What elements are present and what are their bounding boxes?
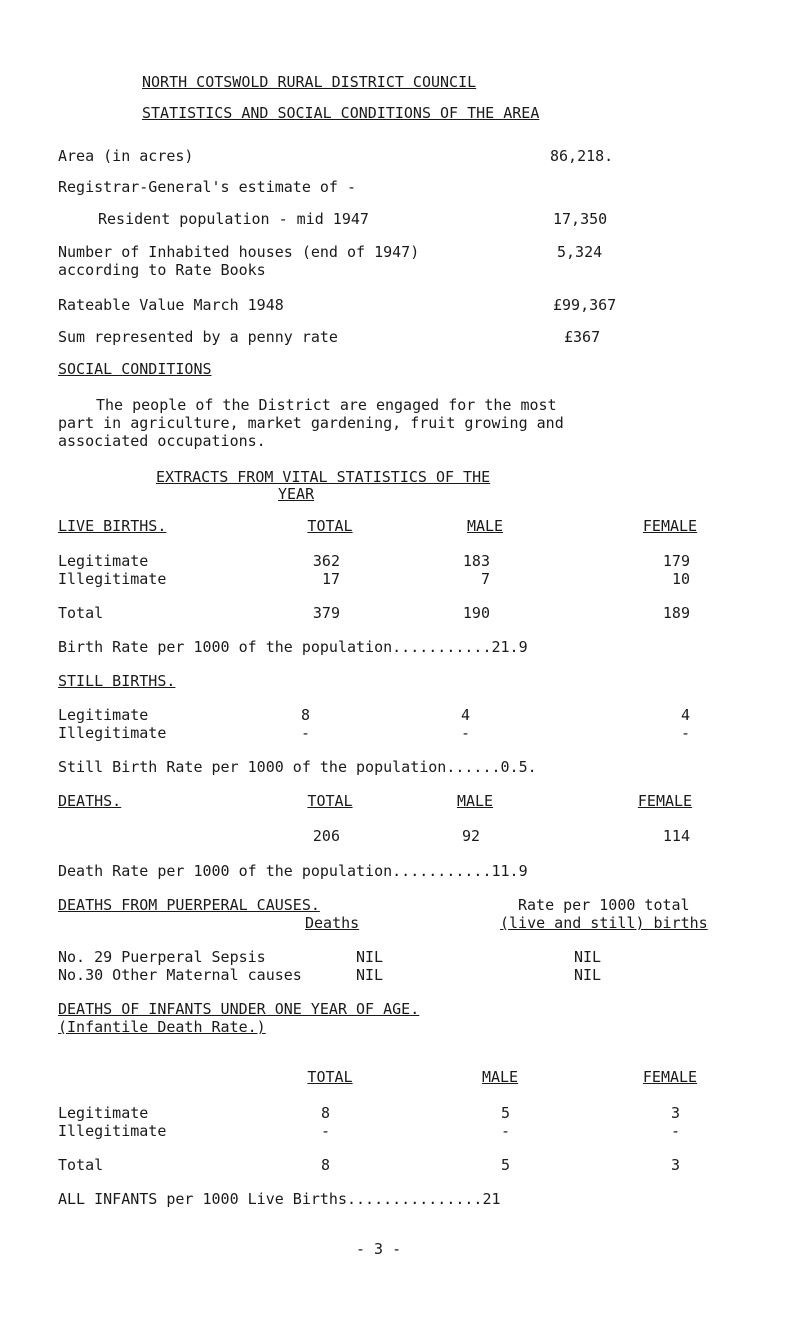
live-births-col-female: FEMALE — [642, 517, 698, 535]
infant-row-male: 5 — [500, 1104, 510, 1122]
puerperal-row-deaths: NIL — [356, 948, 384, 966]
live-births-row-female: 10 — [671, 570, 690, 588]
live-births-col-male: MALE — [466, 517, 504, 535]
infant-deaths-subheading: (Infantile Death Rate.) — [58, 1018, 266, 1036]
infant-deaths-heading: DEATHS OF INFANTS UNDER ONE YEAR OF AGE. — [58, 1000, 420, 1018]
rateable-label: Rateable Value March 1948 — [58, 296, 284, 314]
still-births-row-male: - — [460, 724, 470, 742]
infant-row-total: 8 — [320, 1104, 330, 1122]
live-births-heading: LIVE BIRTHS. — [58, 517, 167, 535]
live-births-row-male: 183 — [462, 552, 490, 570]
page-number: - 3 - — [356, 1240, 402, 1258]
still-births-row-total: 8 — [300, 706, 310, 724]
live-births-row-label: Legitimate — [58, 552, 149, 570]
deaths-male-value: 92 — [461, 827, 480, 845]
birth-rate-line: Birth Rate per 1000 of the population...........21.9 — [58, 638, 528, 656]
penny-rate-label: Sum represented by a penny rate — [58, 328, 338, 346]
population-label: Resident population - mid 1947 — [98, 210, 369, 228]
live-births-total-female: 189 — [662, 604, 690, 622]
still-births-heading: STILL BIRTHS. — [58, 672, 176, 690]
deaths-col-total: TOTAL — [307, 792, 353, 810]
houses-value: 5,324 — [557, 243, 603, 261]
infant-row-label: Legitimate — [58, 1104, 149, 1122]
rateable-value: £99,367 — [553, 296, 617, 314]
registrar-line: Registrar-General's estimate of - — [58, 178, 357, 196]
council-title: NORTH COTSWOLD RURAL DISTRICT COUNCIL — [142, 73, 477, 91]
live-births-row-total: 17 — [321, 570, 340, 588]
live-births-col-total: TOTAL — [307, 517, 353, 535]
page-subtitle: STATISTICS AND SOCIAL CONDITIONS OF THE AREA — [142, 104, 540, 122]
live-births-total-label: Total — [58, 604, 104, 622]
infant-rate-line: ALL INFANTS per 1000 Live Births...............21 — [58, 1190, 501, 1208]
population-value: 17,350 — [553, 210, 608, 228]
still-births-row-female: 4 — [680, 706, 690, 724]
infant-row-male: - — [500, 1122, 510, 1140]
houses-label-cont: according to Rate Books — [58, 261, 266, 279]
puerperal-row-rate: NIL — [574, 966, 602, 984]
social-heading: SOCIAL CONDITIONS — [58, 360, 212, 378]
infant-row-total: - — [320, 1122, 330, 1140]
puerperal-col-rate: Rate per 1000 total — [518, 896, 690, 914]
vital-heading-year: YEAR — [278, 485, 315, 503]
social-para-line-1: The people of the District are engaged for the most — [96, 396, 557, 414]
puerperal-heading: DEATHS FROM PUERPERAL CAUSES. — [58, 896, 320, 914]
deaths-heading: DEATHS. — [58, 792, 122, 810]
vital-heading: EXTRACTS FROM VITAL STATISTICS OF THE — [156, 468, 491, 486]
infant-total-value: 8 — [320, 1156, 330, 1174]
area-value: 86,218. — [550, 147, 614, 165]
puerperal-row-rate: NIL — [574, 948, 602, 966]
deaths-col-female: FEMALE — [637, 792, 693, 810]
puerperal-row-label: No.30 Other Maternal causes — [58, 966, 302, 984]
infant-row-female: 3 — [670, 1104, 680, 1122]
live-births-row-label: Illegitimate — [58, 570, 167, 588]
deaths-total-value: 206 — [312, 827, 340, 845]
still-births-row-label: Illegitimate — [58, 724, 167, 742]
puerperal-row-deaths: NIL — [356, 966, 384, 984]
infant-total-label: Total — [58, 1156, 104, 1174]
social-para-line-2: part in agriculture, market gardening, fruit growing and — [58, 414, 564, 432]
puerperal-row-label: No. 29 Puerperal Sepsis — [58, 948, 266, 966]
houses-label: Number of Inhabited houses (end of 1947) — [58, 243, 420, 261]
live-births-row-male: 7 — [480, 570, 490, 588]
infant-row-label: Illegitimate — [58, 1122, 167, 1140]
penny-rate-value: £367 — [564, 328, 601, 346]
infant-row-female: - — [670, 1122, 680, 1140]
still-births-row-male: 4 — [460, 706, 470, 724]
infant-col-total: TOTAL — [307, 1068, 353, 1086]
infant-total-female: 3 — [670, 1156, 680, 1174]
live-births-total-value: 379 — [312, 604, 340, 622]
live-births-total-male: 190 — [462, 604, 490, 622]
still-births-row-female: - — [680, 724, 690, 742]
still-births-row-total: - — [300, 724, 310, 742]
live-births-row-female: 179 — [662, 552, 690, 570]
death-rate-line: Death Rate per 1000 of the population...........11.9 — [58, 862, 528, 880]
infant-col-male: MALE — [481, 1068, 519, 1086]
area-label: Area (in acres) — [58, 147, 194, 165]
social-para-line-3: associated occupations. — [58, 432, 266, 450]
puerperal-col-rate-cont: (live and still) births — [500, 914, 708, 932]
still-birth-rate-line: Still Birth Rate per 1000 of the population......0.5. — [58, 758, 537, 776]
live-births-row-total: 362 — [312, 552, 340, 570]
still-births-row-label: Legitimate — [58, 706, 149, 724]
deaths-female-value: 114 — [662, 827, 690, 845]
deaths-col-male: MALE — [456, 792, 494, 810]
infant-total-male: 5 — [500, 1156, 510, 1174]
puerperal-col-deaths: Deaths — [305, 914, 360, 932]
infant-col-female: FEMALE — [642, 1068, 698, 1086]
